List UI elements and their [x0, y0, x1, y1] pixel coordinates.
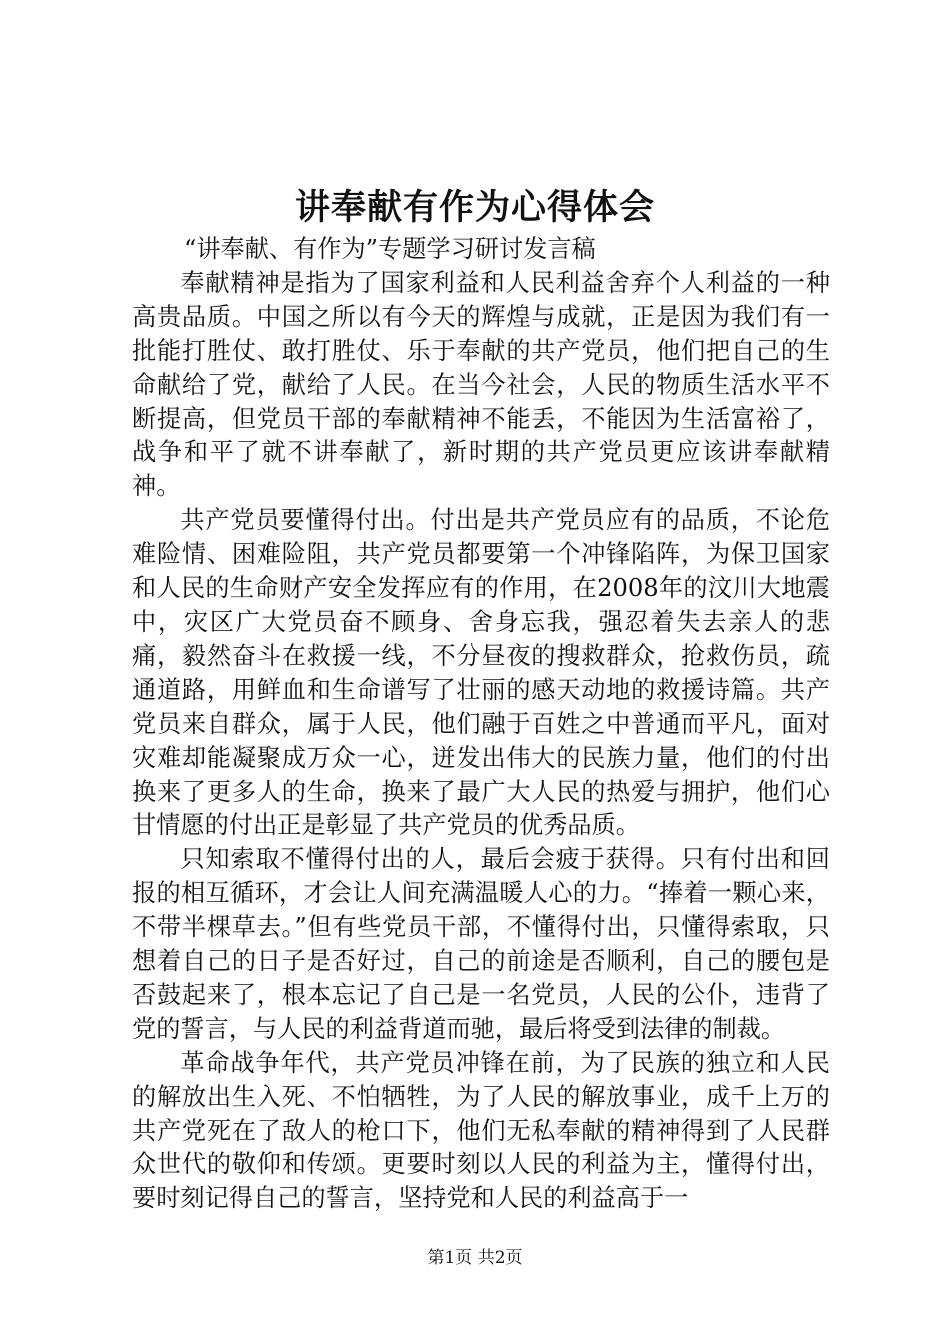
paragraph: 共产党员要懂得付出。付出是共产党员应有的品质，不论危难险情、困难险阻，共产党员都要第一个冲锋陷阵，为保卫国家和人民的生命财产安全发挥应有的作用，在2008年的汶川大地震中，灾区广大党员奋不顾身、舍身忘我，强忍着失去亲人的悲痛，毅然奋斗在救援一线，不分昼夜的搜救群众，抢救伤员，疏通道路，用鲜血和生命谱写了壮丽的感天动地的救援诗篇。共产党员来自群众，属于人民，他们融于百姓之中普通而平凡，面对灾难却能凝聚成万众一心，迸发出伟大的民族力量，他们的付出换来了更多人的生命，换来了最广大人民的热爱与拥护，他们心甘情愿的付出正是彰显了共产党员的优秀品质。 [132, 506, 830, 840]
document-title: 讲奉献有作为心得体会 [294, 187, 655, 228]
page-footer: 第1页 共2页 [427, 1248, 523, 1268]
document-body [132, 233, 830, 1216]
paragraph: 奉献精神是指为了国家利益和人民利益舍弃个人利益的一种高贵品质。中国之所以有今天的辉煌与成就，正是因为我们有一批能打胜仗、敢打胜仗、乐于奉献的共产党员，他们把自己的生命献给了党，献给了人民。在当今社会，人民的物质生活水平不断提高，但党员干部的奉献精神不能丢，不能因为生活富裕了，战争和平了就不讲奉献了，新时期的共产党员更应该讲奉献精神。 [132, 268, 830, 501]
paragraph: 只知索取不懂得付出的人，最后会疲于获得。只有付出和回报的相互循环，才会让人间充满温暖人心的力。“捧着一颗心来，不带半棵草去。”但有些党员干部，不懂得付出，只懂得索取，只想着自己的日子是否好过，自己的前途是否顺利，自己的腰包是否鼓起来了，根本忘记了自己是一名党员，人民的公仆，违背了党的誓言，与人民的利益背道而驰，最后将受到法律的制裁。 [132, 845, 830, 1043]
paragraph: 革命战争年代，共产党员冲锋在前，为了民族的独立和人民的解放出生入死、不怕牺牲，为了人民的解放事业，成千上万的共产党死在了敌人的枪口下，他们无私奉献的精神得到了人民群众世代的敬仰和传颂。更要时刻以人民的利益为主，懂得付出，要时刻记得自己的誓言，坚持党和人民的利益高于一 [132, 1048, 830, 1213]
document-subtitle: “讲奉献、有作为”专题学习研讨发言稿 [184, 235, 596, 263]
